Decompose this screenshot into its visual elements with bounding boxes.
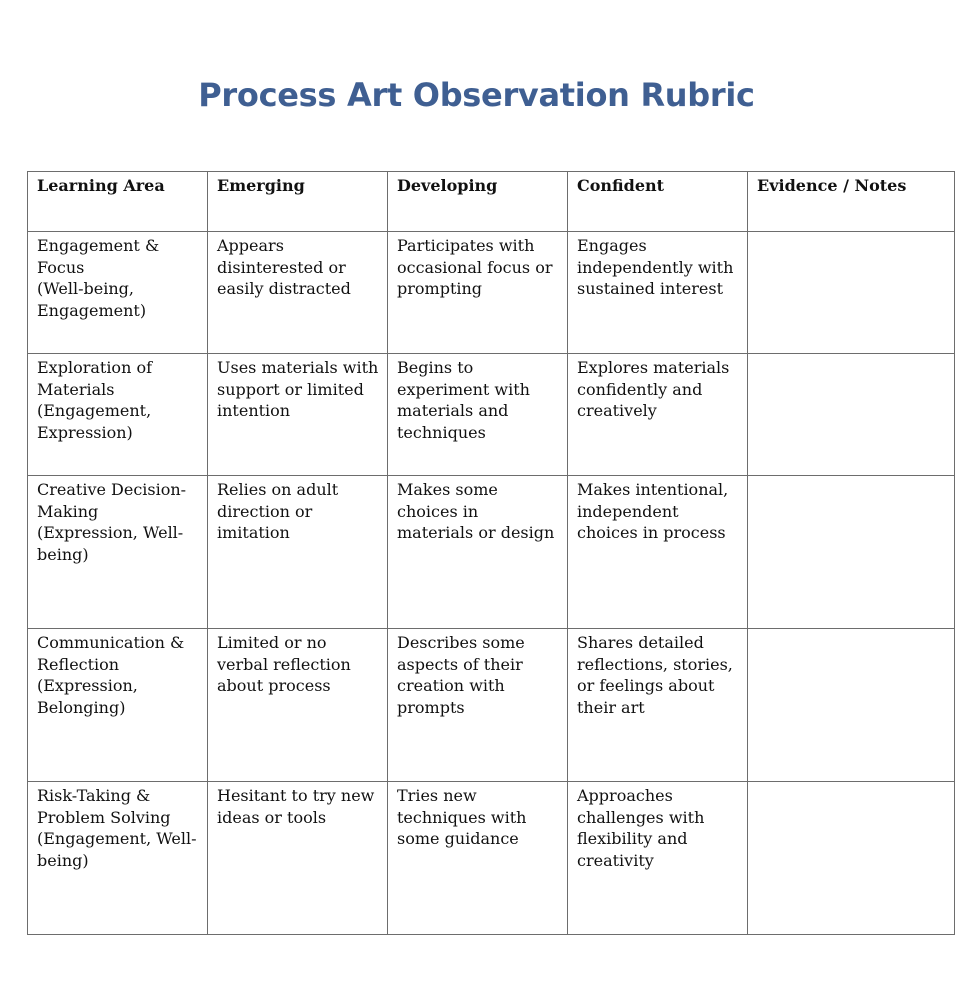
developing-cell: Begins to experiment with materials and techniques [388,354,568,476]
developing-cell: Tries new techniques with some guidance [388,782,568,935]
table-row [28,354,955,476]
emerging-cell: Hesitant to try new ideas or tools [208,782,388,935]
header-evidence-notes: Evidence / Notes [748,172,955,232]
emerging-cell: Limited or no verbal reflection about process [208,629,388,782]
developing-cell: Makes some choices in materials or design [388,476,568,629]
header-learning-area: Learning Area [28,172,208,232]
confident-cell: Approaches challenges with flexibility and creativity [568,782,748,935]
evidence-notes-cell [748,232,955,354]
confident-cell: Makes intentional, independent choices in process [568,476,748,629]
table-row [28,629,955,782]
emerging-cell: Relies on adult direction or imitation [208,476,388,629]
learning-area-name: Communication & Reflection [37,633,185,674]
table-header-row [28,172,955,232]
learning-area-name: Risk-Taking & Problem Solving [37,786,171,827]
emerging-cell: Appears disinterested or easily distracted [208,232,388,354]
learning-area-name: Exploration of Materials [37,358,153,399]
confident-cell: Explores materials confidently and creatively [568,354,748,476]
confident-cell: Engages independently with sustained interest [568,232,748,354]
learning-area-cell [28,232,208,354]
learning-area-cell [28,629,208,782]
table-row [28,476,955,629]
emerging-cell: Uses materials with support or limited intention [208,354,388,476]
table-row [28,232,955,354]
table-row [28,782,955,935]
learning-area-name: Engagement & Focus [37,236,160,277]
learning-area-cell [28,476,208,629]
header-developing: Developing [388,172,568,232]
evidence-notes-cell [748,476,955,629]
learning-area-tags: (Expression, Well-being) [37,523,184,564]
learning-area-name: Creative Decision-Making [37,480,187,521]
page-title: Process Art Observation Rubric [198,76,755,114]
learning-area-cell [28,782,208,935]
learning-area-tags: (Well-being, Engagement) [37,279,147,320]
confident-cell: Shares detailed reflections, stories, or feelings about their art [568,629,748,782]
learning-area-tags: (Engagement, Well-being) [37,829,197,870]
developing-cell: Describes some aspects of their creation with prompts [388,629,568,782]
rubric-table [27,171,955,935]
learning-area-tags: (Engagement, Expression) [37,401,152,442]
header-confident: Confident [568,172,748,232]
evidence-notes-cell [748,354,955,476]
evidence-notes-cell [748,782,955,935]
learning-area-cell [28,354,208,476]
learning-area-tags: (Expression, Belonging) [37,676,138,717]
header-emerging: Emerging [208,172,388,232]
developing-cell: Participates with occasional focus or prompting [388,232,568,354]
evidence-notes-cell [748,629,955,782]
